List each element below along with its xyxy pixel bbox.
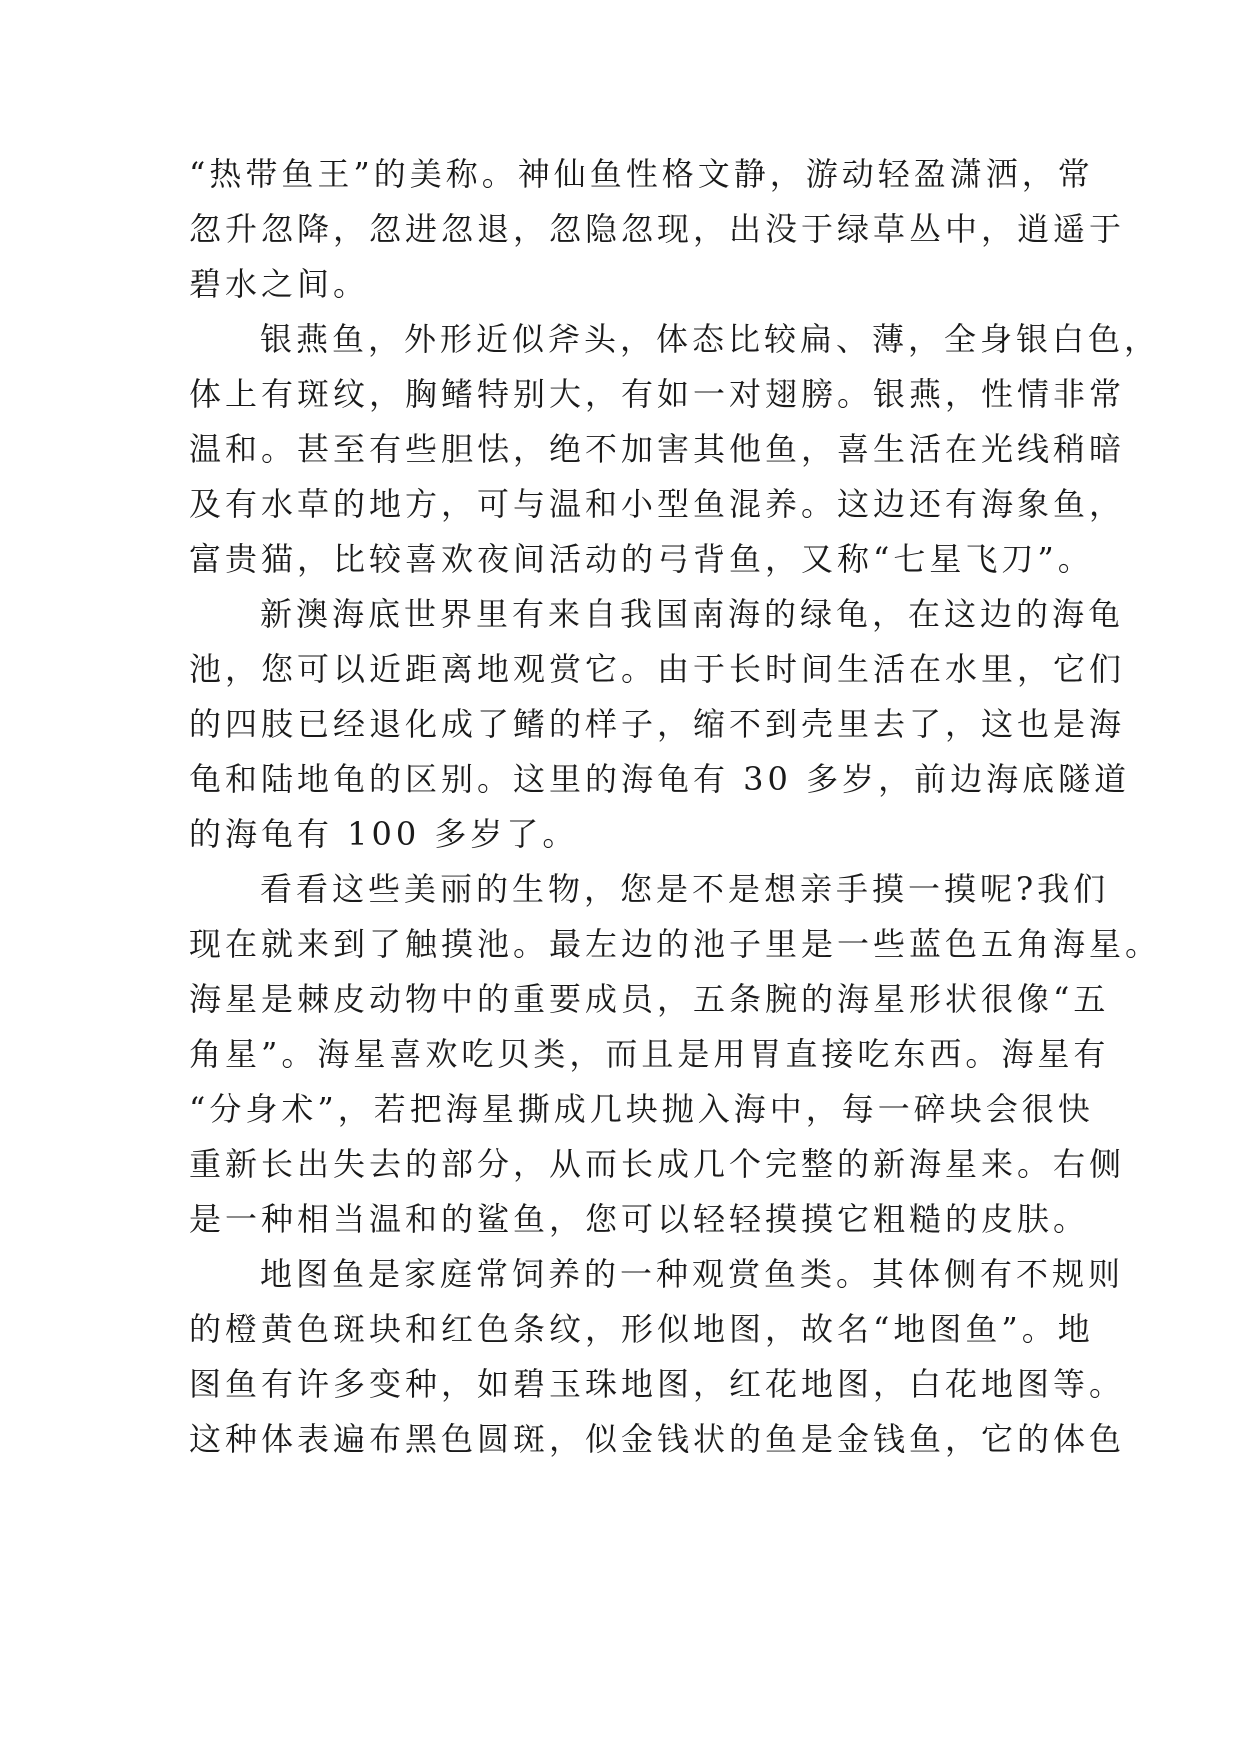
text-line: 的四肢已经退化成了鳍的样子，缩不到壳里去了，这也是海 [189,705,1126,743]
text-line: 忽升忽降，忽进忽退，忽隐忽现，出没于绿草丛中，逍遥于 [189,210,1126,248]
text-line: 碧水之间。 [189,265,370,303]
text-line: “分身术”，若把海星撕成几块抛入海中，每一碎块会很快 [189,1090,1094,1128]
text-line: 海星是棘皮动物中的重要成员，五条腕的海星形状很像“五 [189,980,1110,1018]
text-line: 富贵猫，比较喜欢夜间活动的弓背鱼，又称“七星飞刀”。 [189,540,1094,578]
text-line: 及有水草的地方，可与温和小型鱼混养。这边还有海象鱼， [189,485,1126,523]
body-text [189,147,1162,1467]
text-line: 温和。甚至有些胆怯，绝不加害其他鱼，喜生活在光线稍暗 [189,430,1126,468]
text-line: 龟和陆地龟的区别。这里的海龟有 30 多岁，前边海底隧道 [189,760,1131,798]
text-line: “热带鱼王”的美称。神仙鱼性格文静，游动轻盈潇洒，常 [189,155,1094,193]
text-line: 角星”。海星喜欢吃贝类，而且是用胃直接吃东西。海星有 [189,1035,1110,1073]
text-line: 的橙黄色斑块和红色条纹，形似地图，故名“地图鱼”。地 [189,1310,1094,1348]
text-line: 是一种相当温和的鲨鱼，您可以轻轻摸摸它粗糙的皮肤。 [189,1200,1090,1238]
text-line: 图鱼有许多变种，如碧玉珠地图，红花地图，白花地图等。 [189,1365,1126,1403]
text-line: 现在就来到了触摸池。最左边的池子里是一些蓝色五角海星。 [189,925,1162,963]
text-line: 看看这些美丽的生物，您是不是想亲手摸一摸呢?我们 [260,870,1110,908]
text-line: 的海龟有 100 多岁了。 [189,815,579,853]
text-line: 地图鱼是家庭常饲养的一种观赏鱼类。其体侧有不规则 [260,1255,1125,1293]
text-line: 重新长出失去的部分，从而长成几个完整的新海星来。右侧 [189,1145,1126,1183]
text-line: 新澳海底世界里有来自我国南海的绿龟，在这边的海龟 [260,595,1125,633]
text-line: 池，您可以近距离地观赏它。由于长时间生活在水里，它们 [189,650,1126,688]
text-line: 这种体表遍布黑色圆斑，似金钱状的鱼是金钱鱼，它的体色 [189,1420,1126,1458]
text-line: 银燕鱼，外形近似斧头，体态比较扁、薄，全身银白色， [260,320,1161,358]
text-line: 体上有斑纹，胸鳍特别大，有如一对翅膀。银燕，性情非常 [189,375,1126,413]
